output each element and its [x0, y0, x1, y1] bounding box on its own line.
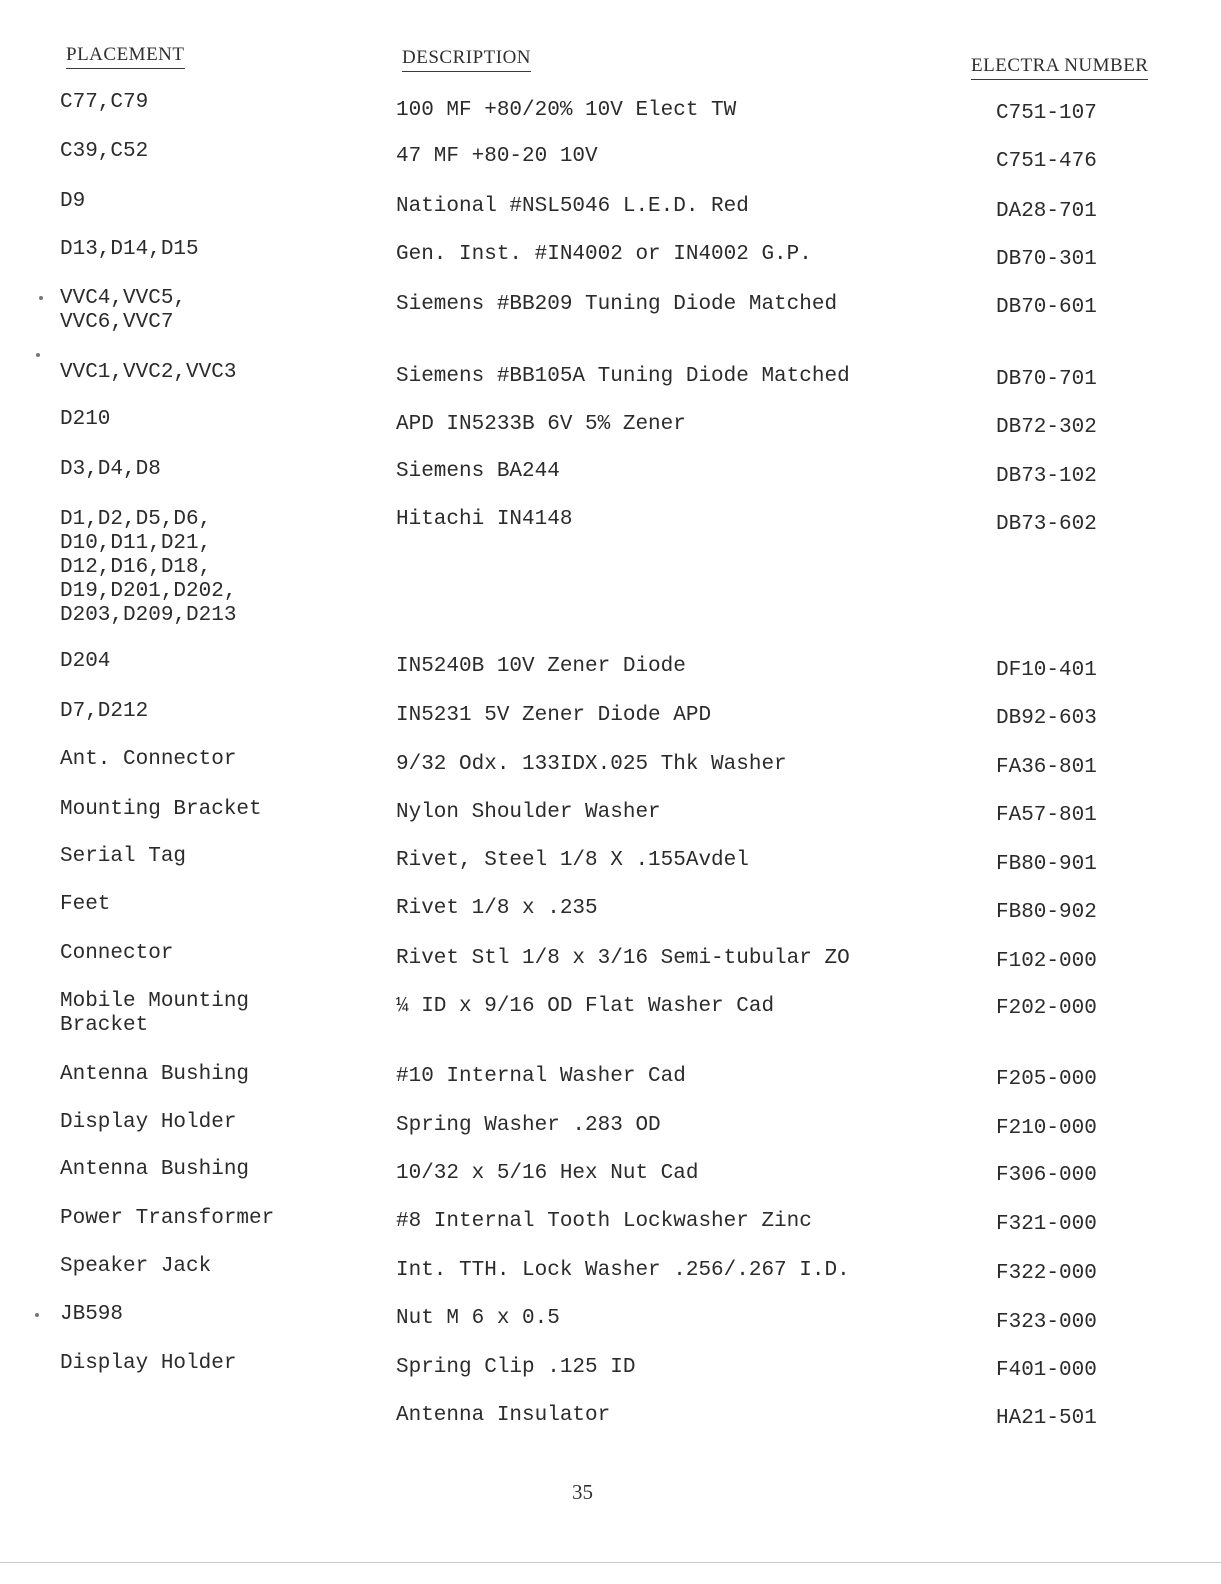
row-placement: C77,C79: [60, 91, 149, 114]
row-placement: D9: [60, 190, 86, 213]
row-electra-number: F205-000: [996, 1068, 1097, 1091]
row-electra-number: DB70-301: [996, 248, 1097, 271]
row-description: #10 Internal Washer Cad: [396, 1065, 686, 1088]
row-description: Rivet 1/8 x .235: [396, 897, 598, 920]
row-description: National #NSL5046 L.E.D. Red: [396, 195, 749, 218]
row-electra-number: FB80-902: [996, 901, 1097, 924]
row-placement: Mobile Mounting Bracket: [60, 990, 250, 1037]
row-electra-number: F401-000: [996, 1359, 1097, 1382]
row-placement: D210: [60, 408, 111, 431]
row-placement: C39,C52: [60, 140, 149, 163]
row-description: #8 Internal Tooth Lockwasher Zinc: [396, 1210, 812, 1233]
row-description: Gen. Inst. #IN4002 or IN4002 G.P.: [396, 243, 812, 266]
scan-speck: [39, 296, 43, 300]
header-electra-number: ELECTRA NUMBER: [971, 55, 1148, 80]
row-description: 10/32 x 5/16 Hex Nut Cad: [396, 1162, 699, 1185]
row-placement: Serial Tag: [60, 845, 187, 868]
row-description: Spring Clip .125 ID: [396, 1356, 636, 1379]
row-electra-number: F210-000: [996, 1117, 1097, 1140]
header-description: DESCRIPTION: [402, 47, 531, 72]
row-description: APD IN5233B 6V 5% Zener: [396, 413, 686, 436]
row-description: Antenna Insulator: [396, 1404, 611, 1427]
row-description: IN5240B 10V Zener Diode: [396, 655, 686, 678]
row-placement: JB598: [60, 1303, 124, 1326]
row-description: IN5231 5V Zener Diode APD: [396, 704, 712, 727]
row-description: Siemens BA244: [396, 460, 560, 483]
row-description: Int. TTH. Lock Washer .256/.267 I.D.: [396, 1259, 850, 1282]
row-description: Rivet Stl 1/8 x 3/16 Semi-tubular ZO: [396, 947, 850, 970]
row-electra-number: F102-000: [996, 950, 1097, 973]
header-placement: PLACEMENT: [66, 44, 185, 69]
row-description: Nut M 6 x 0.5: [396, 1307, 560, 1330]
row-placement: D204: [60, 650, 111, 673]
row-description: 9/32 Odx. 133IDX.025 Thk Washer: [396, 753, 787, 776]
row-placement: Feet: [60, 893, 111, 916]
row-placement: VVC4,VVC5, VVC6,VVC7: [60, 287, 187, 334]
scan-speck: [36, 353, 40, 357]
row-electra-number: C751-476: [996, 150, 1097, 173]
row-electra-number: DB73-102: [996, 465, 1097, 488]
row-electra-number: HA21-501: [996, 1407, 1097, 1430]
row-electra-number: C751-107: [996, 102, 1097, 125]
row-placement: D1,D2,D5,D6, D10,D11,D21, D12,D16,D18, D19,D201,D202, D203,D209,D213: [60, 508, 237, 627]
row-electra-number: DB72-302: [996, 416, 1097, 439]
row-placement: D13,D14,D15: [60, 238, 199, 261]
row-placement: Connector: [60, 942, 174, 965]
row-placement: Ant. Connector: [60, 748, 237, 771]
row-placement: VVC1,VVC2,VVC3: [60, 361, 237, 384]
scan-speck: [35, 1313, 39, 1317]
page-number: 35: [572, 1480, 593, 1504]
row-description: ¼ ID x 9/16 OD Flat Washer Cad: [396, 995, 775, 1018]
row-electra-number: DF10-401: [996, 659, 1097, 682]
row-placement: Display Holder: [60, 1352, 237, 1375]
row-placement: Antenna Bushing: [60, 1158, 250, 1181]
row-electra-number: F323-000: [996, 1311, 1097, 1334]
row-electra-number: F322-000: [996, 1262, 1097, 1285]
row-placement: D3,D4,D8: [60, 458, 161, 481]
row-placement: Antenna Bushing: [60, 1063, 250, 1086]
row-description: Spring Washer .283 OD: [396, 1114, 661, 1137]
row-placement: Mounting Bracket: [60, 798, 262, 821]
row-electra-number: FA57-801: [996, 804, 1097, 827]
row-electra-number: DB92-603: [996, 707, 1097, 730]
row-placement: D7,D212: [60, 700, 149, 723]
row-electra-number: F306-000: [996, 1164, 1097, 1187]
row-placement: Display Holder: [60, 1111, 237, 1134]
row-electra-number: DA28-701: [996, 200, 1097, 223]
row-description: Hitachi IN4148: [396, 508, 573, 531]
row-description: Nylon Shoulder Washer: [396, 801, 661, 824]
row-electra-number: FB80-901: [996, 853, 1097, 876]
row-description: 47 MF +80-20 10V: [396, 145, 598, 168]
row-placement: Speaker Jack: [60, 1255, 212, 1278]
row-electra-number: DB70-601: [996, 296, 1097, 319]
row-electra-number: DB73-602: [996, 513, 1097, 536]
bottom-edge-rule: [0, 1562, 1221, 1563]
row-description: Siemens #BB209 Tuning Diode Matched: [396, 293, 838, 316]
row-electra-number: DB70-701: [996, 368, 1097, 391]
row-description: 100 MF +80/20% 10V Elect TW: [396, 99, 737, 122]
row-description: Rivet, Steel 1/8 X .155Avdel: [396, 849, 749, 872]
row-electra-number: F321-000: [996, 1213, 1097, 1236]
row-description: Siemens #BB105A Tuning Diode Matched: [396, 365, 850, 388]
row-electra-number: F202-000: [996, 997, 1097, 1020]
row-electra-number: FA36-801: [996, 756, 1097, 779]
row-placement: Power Transformer: [60, 1207, 275, 1230]
